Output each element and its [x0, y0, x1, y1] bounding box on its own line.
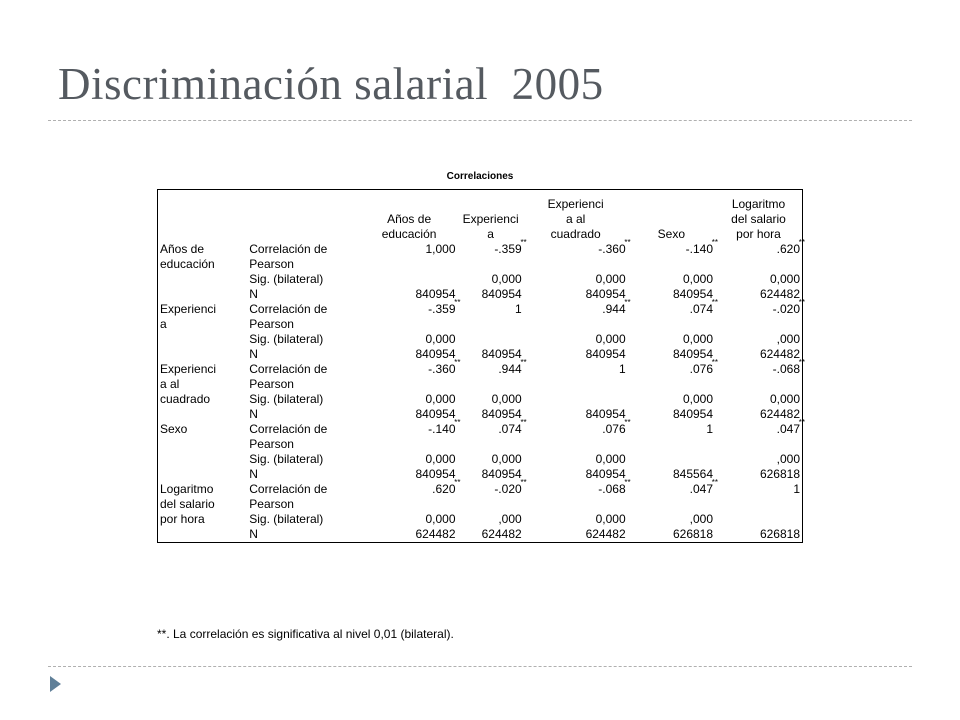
table-row — [158, 242, 803, 272]
cell-value: 1 — [706, 422, 714, 436]
cell-value: 1 — [514, 302, 522, 316]
value-cell — [524, 467, 628, 482]
variable-label-line: Experienci — [160, 302, 217, 316]
value-cell — [361, 332, 458, 347]
table-row — [158, 332, 803, 347]
statistic-label-line: Correlación de — [249, 482, 328, 496]
cell-value: 845564 — [672, 467, 714, 481]
cell-value: -.068 — [598, 482, 626, 496]
value-cell — [458, 407, 524, 422]
statistic-label-line: N — [249, 407, 258, 421]
value-cell — [715, 272, 802, 287]
cell-value: 840954 — [672, 287, 714, 301]
value-cell — [458, 332, 524, 347]
value-cell — [628, 527, 715, 543]
value-cell — [628, 347, 715, 362]
column-header-line: Experienci — [462, 212, 519, 226]
cell-value: 840954 — [585, 407, 626, 421]
cell-value: 0,000 — [683, 332, 714, 346]
value-cell — [715, 527, 802, 543]
value-cell — [715, 452, 802, 467]
cell-value: ,000 — [689, 512, 714, 526]
cell-value: -.140 — [428, 422, 456, 436]
cell-value: 624482 — [415, 527, 456, 541]
value-cell — [361, 347, 458, 362]
value-cell — [458, 272, 524, 287]
statistic-label-line: Sig. (bilateral) — [249, 332, 324, 346]
cell-value: 0,000 — [769, 392, 800, 406]
cell-value: 0,000 — [491, 452, 522, 466]
value-cell — [458, 358, 527, 392]
value-cell — [361, 358, 461, 392]
cell-value: 0,000 — [683, 272, 714, 286]
value-cell — [715, 347, 802, 362]
cell-value: .620 — [776, 242, 800, 256]
column-header-line: Años de — [387, 212, 432, 226]
statistic-label — [247, 527, 360, 543]
cell-value: -.020 — [772, 302, 800, 316]
value-cell — [458, 287, 524, 302]
cell-value: 624482 — [759, 287, 800, 301]
statistic-label — [247, 467, 360, 482]
cell-value: 1 — [793, 482, 800, 496]
statistic-label-line: Pearson — [249, 317, 294, 331]
column-header — [715, 190, 802, 243]
value-cell — [715, 238, 805, 272]
value-cell — [628, 298, 719, 332]
correlation-table — [157, 189, 803, 543]
value-cell — [458, 347, 524, 362]
statistic-label-line: Correlación de — [249, 422, 328, 436]
statistic-label-line: Pearson — [249, 377, 294, 391]
significance-mark: ** — [624, 298, 631, 307]
significance-mark: ** — [454, 358, 461, 367]
value-cell — [361, 418, 461, 452]
table-caption: Correlaciones — [446, 171, 514, 182]
variable-label-line: Años de — [160, 242, 205, 256]
value-cell — [524, 298, 631, 332]
cell-value: .944 — [602, 302, 626, 316]
significance-mark: ** — [454, 418, 461, 427]
table-row — [158, 407, 803, 422]
value-cell — [715, 392, 802, 407]
table-row — [158, 467, 803, 482]
value-cell — [628, 392, 715, 407]
statistic-label — [247, 422, 360, 452]
cell-value: 840954 — [585, 467, 626, 481]
title-divider — [48, 120, 912, 121]
value-cell — [715, 467, 802, 482]
cell-value: 840954 — [585, 347, 626, 361]
value-cell — [628, 332, 715, 347]
column-header — [458, 190, 524, 243]
value-cell — [524, 332, 628, 347]
cell-value: 624482 — [481, 527, 522, 541]
table-row — [158, 512, 803, 527]
value-cell — [458, 478, 527, 512]
cell-value: 0,000 — [425, 332, 456, 346]
significance-mark: ** — [624, 478, 631, 487]
value-cell — [361, 527, 458, 543]
variable-label-line: a al — [160, 377, 180, 391]
variable-label — [158, 482, 248, 543]
significance-mark: ** — [798, 298, 805, 307]
column-header-line: Logaritmo — [731, 197, 786, 211]
column-header — [361, 190, 458, 243]
cell-value: 0,000 — [595, 272, 626, 286]
value-cell — [628, 478, 719, 512]
cell-value: 0,000 — [491, 272, 522, 286]
cell-value: 0,000 — [595, 452, 626, 466]
cell-value: .074 — [689, 302, 714, 316]
significance-mark: ** — [624, 238, 631, 247]
value-cell — [361, 272, 458, 287]
value-cell — [524, 238, 631, 272]
statistic-label-line: Sig. (bilateral) — [249, 272, 324, 286]
value-cell — [524, 527, 628, 543]
value-cell — [524, 347, 628, 362]
cell-value: .620 — [432, 482, 456, 496]
cell-value: 626818 — [672, 527, 714, 541]
variable-label-line: Experienci — [160, 362, 217, 376]
variable-label-line: del salario — [160, 497, 215, 511]
statistic-label-line: Pearson — [249, 437, 294, 451]
cell-value: 0,000 — [595, 332, 626, 346]
value-cell — [715, 407, 802, 422]
variable-label — [158, 242, 248, 302]
cell-value: ,000 — [776, 452, 800, 466]
cell-value: 840954 — [415, 467, 456, 481]
statistic-label-line: Pearson — [249, 497, 294, 511]
statistic-label — [247, 452, 360, 467]
statistic-label-line: Correlación de — [249, 362, 328, 376]
statistic-label-line: N — [249, 527, 258, 541]
cell-value: 840954 — [415, 287, 456, 301]
value-cell — [361, 467, 458, 482]
statistic-label — [247, 482, 360, 512]
header-corner — [158, 190, 361, 243]
value-cell — [458, 302, 524, 332]
cell-value: .074 — [498, 422, 522, 436]
cell-value: 0,000 — [491, 392, 522, 406]
statistic-label-line: Pearson — [249, 257, 294, 271]
column-header-line: Experienci — [547, 197, 604, 211]
statistic-label-line: Correlación de — [249, 302, 328, 316]
column-header-line: educación — [381, 227, 437, 241]
value-cell — [628, 407, 715, 422]
statistic-label — [247, 512, 360, 527]
cell-value: -.359 — [494, 242, 522, 256]
cell-value: -.140 — [685, 242, 714, 256]
value-cell — [715, 332, 802, 347]
cell-value: 0,000 — [425, 512, 456, 526]
statistic-label — [247, 362, 360, 392]
variable-label-line: educación — [160, 257, 215, 271]
statistic-label-line: Sig. (bilateral) — [249, 392, 324, 406]
cell-value: 840954 — [481, 467, 522, 481]
cell-value: ,000 — [776, 332, 800, 346]
value-cell — [361, 287, 458, 302]
cell-value: 624482 — [585, 527, 626, 541]
value-cell — [361, 452, 458, 467]
cell-value: 0,000 — [683, 392, 714, 406]
significance-mark: ** — [520, 478, 527, 487]
cell-value: 626818 — [759, 527, 800, 541]
value-cell — [628, 287, 715, 302]
value-cell — [458, 512, 524, 527]
significance-mark: ** — [520, 358, 527, 367]
cell-value: 840954 — [415, 407, 456, 421]
cell-value: .047 — [689, 482, 714, 496]
value-cell — [458, 452, 524, 467]
value-cell — [524, 407, 628, 422]
value-cell — [628, 238, 719, 272]
value-cell — [715, 418, 805, 452]
variable-label-line: Logaritmo — [160, 482, 214, 496]
cell-value: 0,000 — [425, 392, 456, 406]
cell-value: -.068 — [772, 362, 800, 376]
cell-value: 624482 — [759, 347, 800, 361]
value-cell — [458, 392, 524, 407]
value-cell — [628, 422, 715, 452]
value-cell — [361, 407, 458, 422]
statistic-label — [247, 242, 360, 272]
cell-value: .076 — [602, 422, 626, 436]
slide-title: Discriminación salarial 2005 — [58, 59, 604, 109]
cell-value: 0,000 — [769, 272, 800, 286]
column-header-line: a — [487, 227, 494, 241]
header-row — [158, 190, 803, 243]
table-footnote: **. La correlación es significativa al nivel 0,01 (bilateral). — [157, 627, 454, 641]
value-cell — [458, 418, 527, 452]
cell-value: 624482 — [759, 407, 800, 421]
significance-mark: ** — [520, 418, 527, 427]
variable-label-line: a — [160, 317, 167, 331]
significance-mark: ** — [798, 418, 805, 427]
value-cell — [715, 482, 802, 512]
table-row — [158, 272, 803, 287]
value-cell — [628, 467, 715, 482]
value-cell — [524, 512, 628, 527]
statistic-label — [247, 287, 360, 302]
variable-label-line: cuadrado — [160, 392, 211, 406]
value-cell — [524, 478, 631, 512]
cell-value: 840954 — [672, 407, 714, 421]
cell-value: 840954 — [585, 287, 626, 301]
table-row — [158, 422, 803, 452]
cell-value: 0,000 — [595, 512, 626, 526]
significance-mark: ** — [711, 478, 719, 487]
cell-value: 840954 — [481, 347, 522, 361]
table-row — [158, 302, 803, 332]
bottom-divider — [48, 666, 912, 667]
column-header-line: a al — [565, 212, 586, 226]
cell-value: -.359 — [428, 302, 456, 316]
column-header — [628, 190, 715, 243]
table-row — [158, 392, 803, 407]
statistic-label-line: Sig. (bilateral) — [249, 452, 324, 466]
value-cell — [361, 242, 458, 272]
statistic-label — [247, 407, 360, 422]
value-cell — [524, 392, 628, 407]
cell-value: 1,000 — [425, 242, 456, 256]
cell-value: 840954 — [481, 407, 522, 421]
significance-mark: ** — [711, 298, 719, 307]
significance-mark: ** — [454, 478, 461, 487]
triangle-bullet-icon — [50, 676, 61, 692]
value-cell — [715, 287, 802, 302]
value-cell — [524, 418, 631, 452]
cell-value: .076 — [689, 362, 714, 376]
statistic-label-line: N — [249, 467, 258, 481]
value-cell — [524, 452, 628, 467]
cell-value: 840954 — [481, 287, 522, 301]
value-cell — [715, 298, 805, 332]
statistic-label-line: Sig. (bilateral) — [249, 512, 324, 526]
cell-value: 0,000 — [425, 452, 456, 466]
value-cell — [361, 392, 458, 407]
cell-value: 840954 — [672, 347, 714, 361]
statistic-label-line: Correlación de — [249, 242, 328, 256]
cell-value: -.020 — [494, 482, 522, 496]
value-cell — [524, 272, 628, 287]
value-cell — [628, 272, 715, 287]
statistic-label-line: N — [249, 347, 258, 361]
variable-label-line: Sexo — [160, 422, 188, 436]
significance-mark: ** — [711, 238, 719, 247]
significance-mark: ** — [624, 418, 631, 427]
value-cell — [524, 287, 628, 302]
cell-value: -.360 — [598, 242, 626, 256]
cell-value: -.360 — [428, 362, 456, 376]
value-cell — [715, 358, 805, 392]
value-cell — [628, 358, 719, 392]
variable-label — [158, 422, 248, 482]
statistic-label — [247, 302, 360, 332]
variable-label-line: por hora — [160, 512, 205, 526]
value-cell — [361, 298, 461, 332]
cell-value: .047 — [776, 422, 800, 436]
significance-mark: ** — [798, 358, 805, 367]
statistic-label — [247, 392, 360, 407]
column-header-line: cuadrado — [550, 227, 601, 241]
value-cell — [361, 478, 461, 512]
table-row — [158, 287, 803, 302]
value-cell — [458, 527, 524, 543]
value-cell — [524, 362, 628, 392]
value-cell — [628, 512, 715, 527]
statistic-label — [247, 332, 360, 347]
value-cell — [458, 467, 524, 482]
column-header — [524, 190, 628, 243]
significance-mark: ** — [520, 238, 527, 247]
statistic-label — [247, 347, 360, 362]
statistic-label-line: N — [249, 287, 258, 301]
value-cell — [628, 452, 715, 467]
value-cell — [458, 238, 527, 272]
cell-value: ,000 — [498, 512, 522, 526]
significance-mark: ** — [454, 298, 461, 307]
cell-value: 840954 — [415, 347, 456, 361]
significance-mark: ** — [798, 238, 805, 247]
column-header-line: por hora — [736, 227, 781, 241]
table-row — [158, 527, 803, 543]
statistic-label — [247, 272, 360, 287]
significance-mark: ** — [711, 358, 719, 367]
table-row — [158, 482, 803, 512]
column-header-line: Sexo — [657, 227, 685, 241]
variable-label — [158, 302, 248, 362]
table-row — [158, 362, 803, 392]
cell-value: 1 — [618, 362, 626, 376]
column-header-line: del salario — [731, 212, 786, 226]
table-row — [158, 452, 803, 467]
variable-label — [158, 362, 248, 422]
value-cell — [361, 512, 458, 527]
table-row — [158, 347, 803, 362]
value-cell — [715, 512, 802, 527]
cell-value: 626818 — [759, 467, 800, 481]
cell-value: .944 — [498, 362, 522, 376]
